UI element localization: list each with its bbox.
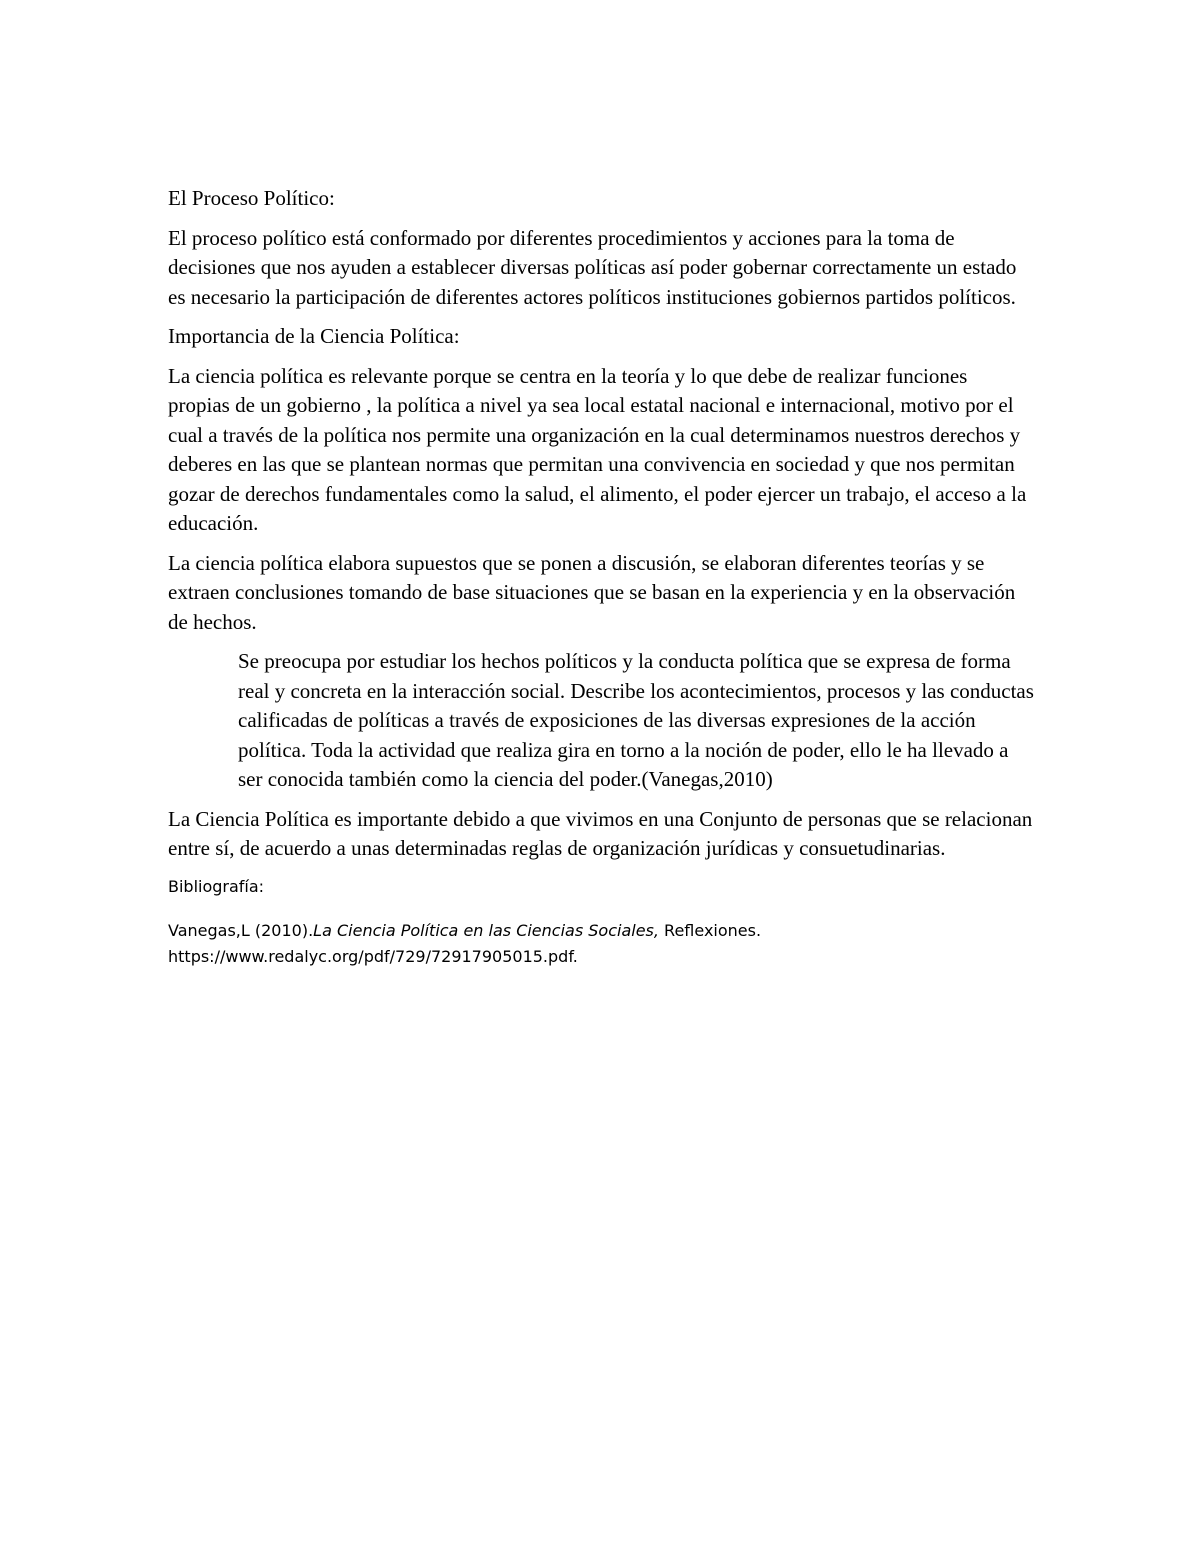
reference-url: https://www.redalyc.org/pdf/729/72917905015.pdf. xyxy=(168,946,578,966)
paragraph-proceso-politico: El proceso político está conformado por diferentes procedimientos y acciones para la toma de decisiones que nos ayuden a establecer diversas políticas así poder gobernar correctamente un estado es necesario la participación de diferentes actores políticos instituciones gobiernos partidos políticos. xyxy=(168,225,1017,309)
reference-title: La Ciencia Política en las Ciencias Sociales, xyxy=(313,920,659,940)
bibliography-heading: Bibliografía: xyxy=(168,876,265,896)
paragraph-conclusion: La Ciencia Política es importante debido a que vivimos en una Conjunto de personas que se relacionan entre sí, de acuerdo a unas determinadas reglas de organización jurídicas y consuetudinarias. xyxy=(168,806,1033,860)
document-body xyxy=(168,184,1034,970)
paragraph-importancia: La ciencia política es relevante porque se centra en la teoría y lo que debe de realizar funciones propias de un gobierno , la política a nivel ya sea local estatal nacional e internacional, motivo por el cual a través de la política nos permite una organización en la cual determinamos nuestros derechos y deberes en las que se plantean normas que permitan una convivencia en sociedad y que nos permitan gozar de derechos fundamentales como la salud, el alimento, el poder ejercer un trabajo, el acceso a la educación. xyxy=(168,363,1027,535)
bibliography-reference xyxy=(168,918,1034,970)
reference-author-year: Vanegas,L (2010). xyxy=(168,920,314,940)
reference-citation-line xyxy=(168,918,1034,944)
paragraph-supuestos: La ciencia política elabora supuestos que se ponen a discusión, se elaboran diferentes teorías y se extraen conclusiones tomando de base situaciones que se basan en la experiencia y en la observación de hechos. xyxy=(168,550,1016,634)
block-quote: Se preocupa por estudiar los hechos políticos y la conducta política que se expresa de forma real y concreta en la interacción social. Describe los acontecimientos, procesos y las conductas calificadas de políticas a través de exposiciones de las diversas expresiones de la acción política. Toda la actividad que realiza gira en torno a la noción de poder, ello le ha llevado a ser conocida también como la ciencia del poder.(Vanegas,2010) xyxy=(238,649,1034,791)
reference-publisher: Reflexiones. xyxy=(658,920,762,940)
section-heading-proceso-politico: El Proceso Político: xyxy=(168,186,335,210)
section-heading-importancia: Importancia de la Ciencia Política: xyxy=(168,324,460,348)
